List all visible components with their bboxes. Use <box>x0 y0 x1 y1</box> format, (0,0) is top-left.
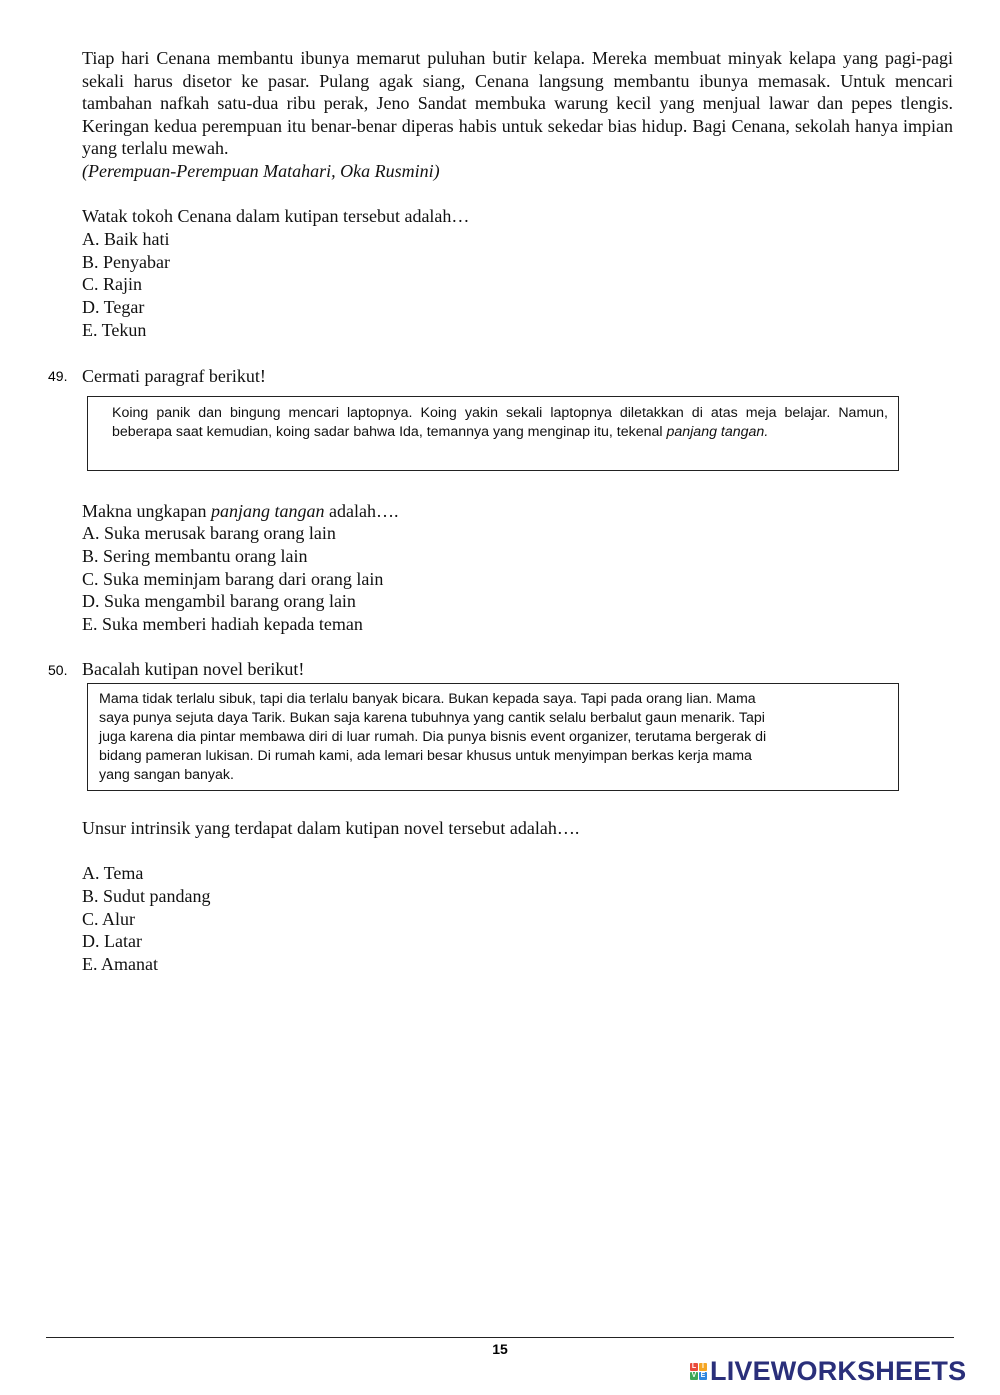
logo-letter-v: V <box>691 1371 697 1379</box>
option-50-c[interactable]: C. Alur <box>82 909 136 929</box>
option-48-b[interactable]: B. Penyabar <box>82 252 170 272</box>
option-49-a[interactable]: A. Suka merusak barang orang lain <box>82 523 336 543</box>
question-49-box-text <box>112 404 888 442</box>
box-50-line: juga karena dia pintar membawa diri di luar rumah. Dia punya bisnis event organizer, terutama bergerak di <box>99 729 767 745</box>
option-48-c[interactable]: C. Rajin <box>82 274 143 294</box>
question-50-number: 50. <box>48 662 68 678</box>
question-49-text <box>82 500 398 523</box>
question-49-italic: panjang tangan <box>210 501 325 521</box>
box-50-line: yang sangan banyak. <box>99 767 234 783</box>
box-50-line: bidang pameran lukisan. Di rumah kami, ada lemari besar khusus untuk menyimpan berkas kerja mama <box>99 748 752 764</box>
footer-divider <box>46 1337 954 1338</box>
option-49-e[interactable]: E. Suka memberi hadiah kepada teman <box>82 614 363 634</box>
question-50-text-box <box>87 683 899 791</box>
question-49-number: 49. <box>48 368 68 384</box>
option-50-e[interactable]: E. Amanat <box>82 954 158 974</box>
option-49-c[interactable]: C. Suka meminjam barang dari orang lain <box>82 569 384 589</box>
question-49-pre: Makna ungkapan <box>82 501 207 521</box>
question-49-post: adalah…. <box>328 501 399 521</box>
passage-source: (Perempuan-Perempuan Matahari, Oka Rusmini) <box>82 161 440 181</box>
box-49-body: Koing panik dan bingung mencari laptopnya. Koing yakin sekali laptopnya diletakkan di atas meja belajar. Namun, beberapa saat kemudian, koing sadar bahwa Ida, temannya yang menginap itu, tekenal <box>112 405 888 440</box>
box-50-line: Mama tidak terlalu sibuk, tapi dia terlalu banyak bicara. Bukan kepada saya. Tapi pada orang lian. Mama <box>99 691 756 707</box>
option-50-d[interactable]: D. Latar <box>82 931 142 951</box>
option-48-a[interactable]: A. Baik hati <box>82 229 170 249</box>
box-50-line: saya punya sejuta daya Tarik. Bukan saja karena tubuhnya yang cantik selalu berbalut gaun menarik. Tapi <box>99 710 765 726</box>
question-50-prompt: Bacalah kutipan novel berikut! <box>82 659 305 679</box>
option-49-d[interactable]: D. Suka mengambil barang orang lain <box>82 591 356 611</box>
question-49-prompt: Cermati paragraf berikut! <box>82 366 266 386</box>
question-49-text-box <box>87 396 899 471</box>
question-50-box-text <box>99 690 889 785</box>
liveworksheets-icon <box>690 1363 707 1380</box>
logo-letter-i: I <box>699 1363 707 1371</box>
page-number: 15 <box>492 1341 508 1357</box>
option-48-e[interactable]: E. Tekun <box>82 320 147 340</box>
liveworksheets-logo[interactable] <box>690 1355 966 1387</box>
logo-letter-e: E <box>700 1371 706 1379</box>
option-48-d[interactable]: D. Tegar <box>82 297 145 317</box>
liveworksheets-wordmark: LIVEWORKSHEETS <box>710 1355 967 1386</box>
option-50-a[interactable]: A. Tema <box>82 863 144 883</box>
option-49-b[interactable]: B. Sering membantu orang lain <box>82 546 308 566</box>
logo-letter-l: L <box>691 1362 697 1370</box>
question-48-text: Watak tokoh Cenana dalam kutipan tersebut adalah… <box>82 206 470 226</box>
box-49-italic: panjang tangan. <box>666 424 769 440</box>
question-50-text: Unsur intrinsik yang terdapat dalam kutipan novel tersebut adalah…. <box>82 818 580 838</box>
option-50-b[interactable]: B. Sudut pandang <box>82 886 211 906</box>
passage-paragraph: Tiap hari Cenana membantu ibunya memarut puluhan butir kelapa. Mereka membuat minyak kelapa yang pagi-pagi sekali harus disetor ke pasar. Pulang agak siang, Cenana langsung membantu ibunya memasak. Untuk mencari tambahan nafkah satu-dua ribu perak, Jeno Sandat membuka warung kecil yang menjual lawar dan pepes tlengis. Keringan kedua perempuan itu benar-benar diperas habis untuk sekedar bias hidup. Bagi Cenana, sekolah hanya impian yang terlalu mewah. <box>82 48 953 159</box>
